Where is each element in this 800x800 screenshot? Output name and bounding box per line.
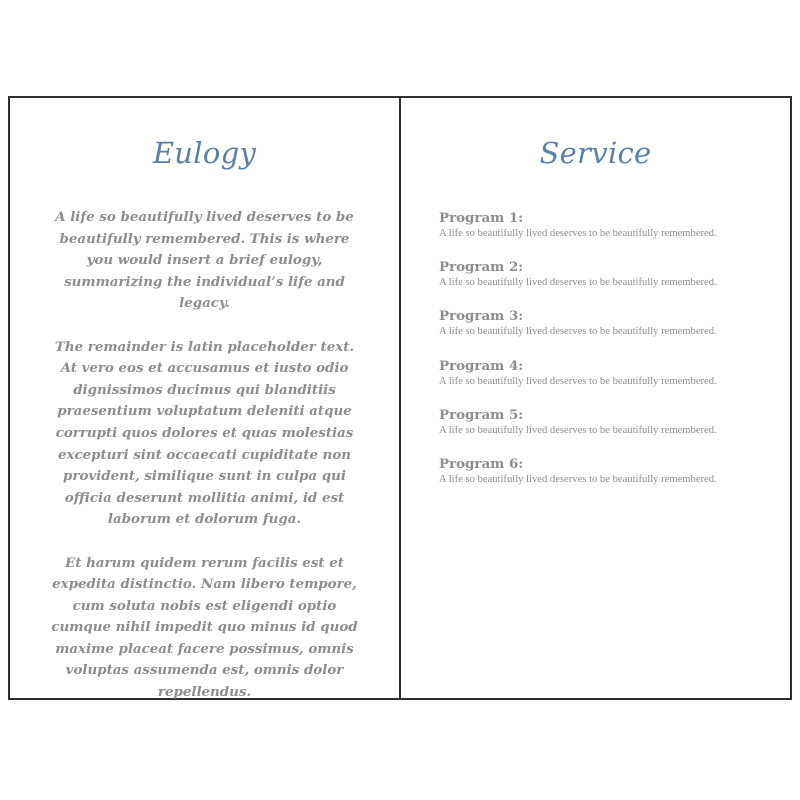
program-item xyxy=(439,210,780,259)
booklet-spread xyxy=(8,96,792,700)
program-description: A life so beautifully lived deserves to be beautifully remembered. xyxy=(439,326,717,338)
program-description: A life so beautifully lived deserves to be beautifully remembered. xyxy=(439,277,717,289)
program-description: A life so beautifully lived deserves to be beautifully remembered. xyxy=(439,424,717,436)
eulogy-panel xyxy=(10,98,401,701)
eulogy-body xyxy=(50,207,359,725)
program-item xyxy=(439,259,780,308)
program-title: Program 1: xyxy=(439,210,524,226)
program-description: A life so beautifully lived deserves to be beautifully remembered. xyxy=(439,473,717,485)
program-item xyxy=(439,358,780,407)
program-description: A life so beautifully lived deserves to be beautifully remembered. xyxy=(439,228,717,239)
service-heading: Service xyxy=(539,136,652,170)
service-panel xyxy=(401,98,790,698)
program-item xyxy=(439,407,780,456)
eulogy-paragraph: Et harum quidem rerum facilis est et expedita distinctio. Nam libero tempore, cum soluta nobis est eligendi optio cumque nihil impedit quo minus id quod maxime placeat facere possimus, omnis voluptas assumenda est, omnis dolor repellendus. xyxy=(51,554,358,701)
program-title: Program 5: xyxy=(439,406,524,423)
eulogy-paragraph: The remainder is latin placeholder text. At vero eos et accusamus et iusto odio dignissimos ducimus qui blanditiis praesentium voluptatum deleniti atque corrupti quos dolores et quas molestias excepturi sint occaecati cupiditate non provident, similique sunt in culpa qui officia deserunt mollitia animi, id est laborum et dolorum fuga. xyxy=(54,338,355,528)
program-title: Program 3: xyxy=(439,308,524,325)
program-item xyxy=(439,308,780,357)
eulogy-paragraph: A life so beautifully lived deserves to be beautifully remembered. This is where you would insert a brief eulogy, summarizing the individual’s life and legacy. xyxy=(55,209,354,312)
program-title: Program 2: xyxy=(439,259,524,276)
program-item xyxy=(439,456,780,505)
eulogy-heading: Eulogy xyxy=(152,136,257,170)
program-description: A life so beautifully lived deserves to be beautifully remembered. xyxy=(439,375,717,387)
program-title: Program 4: xyxy=(439,357,524,374)
program-title: Program 6: xyxy=(439,455,524,472)
program-list xyxy=(439,210,780,505)
